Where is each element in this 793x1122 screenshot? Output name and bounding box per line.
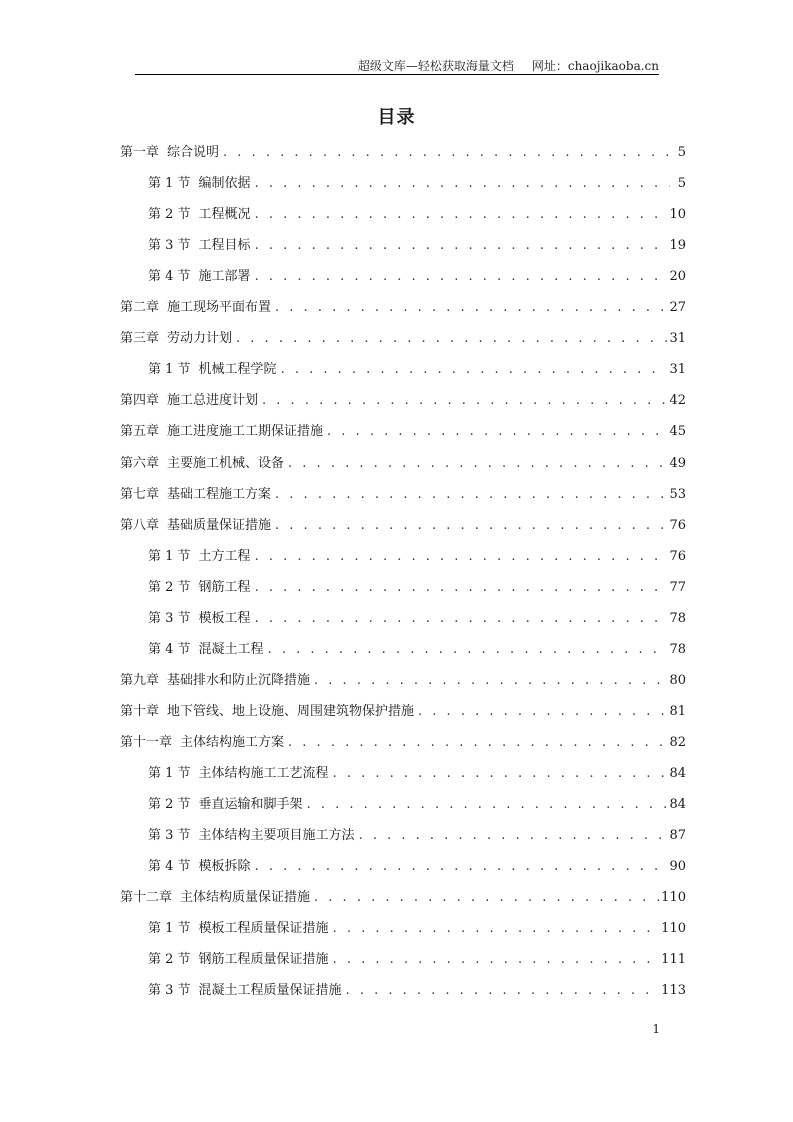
toc-entry-number: 第 3 节: [148, 983, 191, 999]
toc-entry-title: [148, 234, 251, 253]
toc-dot-leader: [314, 890, 659, 905]
toc-entry-number: 第 4 节: [148, 859, 191, 875]
toc-entry-label: 工程目标: [198, 238, 251, 254]
toc-entry-title: [148, 948, 329, 967]
toc-entry[interactable]: [148, 172, 686, 192]
toc-entry-title: [120, 669, 310, 688]
toc-entry-label: 地下管线、地上设施、周围建筑物保护措施: [167, 703, 415, 719]
toc-entry-page: 10: [669, 207, 686, 223]
toc-entry-page: 49: [669, 455, 686, 471]
toc-dot-leader: [275, 300, 667, 315]
toc-entry-number: 第 3 节: [148, 610, 191, 626]
toc-entry-label: 施工现场平面布置: [167, 300, 272, 316]
toc-dot-leader: [275, 518, 667, 533]
toc-entry-label: 综合说明: [167, 145, 220, 160]
toc-entry-label: 工程概况: [198, 207, 251, 223]
toc-title: 目录: [377, 107, 416, 128]
toc-entry[interactable]: [148, 638, 686, 658]
toc-entry-title: [148, 172, 251, 191]
toc-entry-label: 基础工程施工方案: [167, 486, 272, 502]
header-site-title: 超级文库—轻松获取海量文档: [357, 59, 514, 73]
toc-entry-title: [120, 296, 271, 315]
toc-entry-title: [148, 979, 342, 998]
toc-entry[interactable]: [148, 979, 686, 999]
toc-entry-label: 混凝土工程: [198, 641, 264, 657]
toc-entry-number: 第 2 节: [148, 207, 191, 223]
toc-entry-title: [148, 607, 251, 626]
toc-entry[interactable]: [120, 669, 686, 689]
toc-entry[interactable]: [148, 917, 686, 937]
toc-entry-number: 第三章: [120, 331, 160, 347]
toc-entry-page: 90: [669, 859, 686, 875]
toc-dot-leader: [307, 797, 668, 812]
toc-entry[interactable]: [148, 358, 686, 378]
toc-entry-label: 垂直运输和脚手架: [198, 797, 303, 813]
toc-entry-number: 第九章: [120, 672, 160, 688]
toc-entry-page: 42: [669, 393, 686, 409]
toc-dot-leader: [359, 828, 668, 843]
toc-entry-number: 第 3 节: [148, 238, 191, 254]
toc-entry[interactable]: [148, 203, 686, 223]
toc-dot-leader: [262, 393, 667, 408]
toc-entry[interactable]: [120, 452, 686, 472]
toc-entry-label: 基础质量保证措施: [167, 517, 272, 533]
toc-entry-number: 第 1 节: [148, 921, 191, 937]
toc-dot-leader: [333, 952, 660, 967]
toc-entry-number: 第 1 节: [148, 766, 191, 781]
toc-dot-leader: [281, 362, 668, 377]
toc-entry[interactable]: [120, 141, 686, 161]
toc-dot-leader: [255, 176, 670, 191]
toc-dot-leader: [288, 735, 667, 750]
toc-entry-page: 20: [669, 269, 686, 285]
toc-entry-page: 5: [677, 176, 686, 192]
toc-entry[interactable]: [148, 607, 686, 627]
toc-entry-number: 第 4 节: [148, 269, 191, 285]
toc-entry-label: 模板工程: [198, 610, 251, 626]
toc-dot-leader: [255, 580, 668, 595]
toc-entry[interactable]: [120, 327, 686, 347]
toc-entry-page: 78: [669, 610, 686, 626]
toc-entry-page: 110: [661, 921, 686, 937]
toc-entry-label: 基础排水和防止沉降措施: [167, 672, 311, 688]
toc-dot-leader: [275, 487, 667, 502]
toc-entry-number: 第二章: [120, 300, 160, 316]
toc-dot-leader: [255, 611, 668, 626]
toc-dot-leader: [333, 921, 660, 936]
toc-entry-page: 78: [669, 641, 686, 657]
toc-entry-label: 钢筋工程: [198, 579, 251, 595]
toc-entry-page: 31: [669, 331, 686, 347]
toc-entry-number: 第 4 节: [148, 641, 191, 657]
toc-entry[interactable]: [148, 824, 686, 844]
toc-entry-number: 第五章: [120, 424, 160, 440]
toc-entry-number: 第四章: [120, 393, 160, 409]
toc-entry-number: 第十章: [120, 703, 160, 719]
toc-entry-title: [148, 358, 277, 377]
page-header: [135, 57, 659, 74]
toc-entry[interactable]: [120, 420, 686, 440]
toc-entry-title: [148, 265, 251, 284]
toc-entry-number: 第七章: [120, 486, 160, 502]
toc-entry[interactable]: [148, 545, 686, 565]
toc-entry-page: 84: [669, 766, 686, 781]
toc-dot-leader: [268, 642, 668, 657]
toc-entry-label: 劳动力计划: [167, 331, 233, 347]
toc-entry-title: [120, 141, 219, 160]
toc-entry-title: [148, 762, 329, 781]
toc-dot-leader: [255, 269, 668, 284]
toc-entry[interactable]: [120, 296, 686, 316]
toc-entry[interactable]: [120, 483, 686, 503]
toc-entry-title: [120, 452, 284, 471]
toc-entry-number: 第八章: [120, 517, 160, 533]
toc-entry-page: 27: [669, 300, 686, 316]
toc-dot-leader: [255, 549, 668, 564]
toc-entry-page: 80: [669, 672, 686, 688]
toc-entry-label: 施工总进度计划: [167, 393, 259, 409]
toc-entry-page: 82: [669, 734, 686, 750]
toc-entry-number: 第 3 节: [148, 828, 191, 844]
toc-entry-page: 45: [669, 424, 686, 440]
toc-entry-label: 编制依据: [198, 176, 251, 192]
header-site-url: 网址：chaojikaoba.cn: [531, 59, 659, 73]
toc-entry-label: 施工进度施工工期保证措施: [167, 424, 324, 440]
toc-entry-title: [120, 327, 232, 346]
toc-entry-label: 主体结构质量保证措施: [180, 890, 311, 906]
toc-entry-title: [120, 483, 271, 502]
toc-entry-page: 76: [669, 548, 686, 564]
toc-entry-label: 主体结构施工工艺流程: [198, 766, 329, 781]
toc-entry-number: 第 1 节: [148, 176, 191, 192]
toc-entry-number: 第 2 节: [148, 952, 191, 968]
toc-entry-title: [120, 514, 271, 533]
toc-dot-leader: [327, 424, 667, 439]
toc-entry-title: [120, 389, 258, 408]
toc-entry-label: 主体结构施工方案: [180, 734, 285, 750]
toc-entry-page: 5: [677, 145, 686, 160]
toc-entry[interactable]: [120, 514, 686, 534]
toc-entry-page: 19: [669, 238, 686, 254]
toc-entry-title: [120, 886, 310, 905]
toc-dot-leader: [314, 673, 667, 688]
toc-entry-title: [120, 700, 414, 719]
toc-entry-page: 84: [669, 797, 686, 813]
toc-entry-label: 主要施工机械、设备: [167, 455, 285, 471]
toc-dot-leader: [255, 207, 668, 222]
toc-entry-label: 机械工程学院: [198, 362, 277, 378]
toc-entry-page: 113: [661, 983, 686, 999]
toc-entry-label: 土方工程: [198, 548, 251, 564]
toc-entry[interactable]: [120, 389, 686, 409]
toc-dot-leader: [223, 145, 670, 160]
toc-entry[interactable]: [148, 234, 686, 254]
toc-dot-leader: [236, 331, 667, 346]
toc-dot-leader: [333, 766, 668, 781]
toc-entry-label: 主体结构主要项目施工方法: [198, 828, 355, 844]
toc-entry-title: [148, 855, 251, 874]
toc-entry-number: 第一章: [120, 145, 160, 160]
toc-entry-page: 81: [669, 703, 686, 719]
toc-entry-number: 第 2 节: [148, 797, 191, 813]
toc-entry-title: [148, 638, 264, 657]
toc-entry-label: 模板拆除: [198, 859, 251, 875]
toc-entry-title: [148, 576, 251, 595]
toc-entry-page: 87: [669, 828, 686, 844]
toc-entry-label: 模板工程质量保证措施: [198, 921, 329, 937]
toc-entry-number: 第 1 节: [148, 548, 191, 564]
toc-entry-page: 31: [669, 362, 686, 378]
toc-entry-page: 53: [669, 486, 686, 502]
toc-entry[interactable]: [120, 700, 686, 720]
toc-entry-number: 第 2 节: [148, 579, 191, 595]
toc-entry-number: 第十二章: [120, 890, 173, 906]
toc-entry-title: [120, 731, 284, 750]
toc-entry-page: 76: [669, 517, 686, 533]
toc-entry-label: 混凝土工程质量保证措施: [198, 983, 342, 999]
toc-entry-number: 第六章: [120, 455, 160, 471]
toc-entry[interactable]: [148, 793, 686, 813]
toc-entry[interactable]: [148, 576, 686, 596]
toc-entry[interactable]: [120, 731, 686, 751]
toc-entry[interactable]: [148, 855, 686, 875]
toc-dot-leader: [255, 859, 668, 874]
header-divider: [135, 74, 659, 75]
toc-entry-title: [148, 545, 251, 564]
toc-dot-leader: [418, 704, 667, 719]
toc-entry[interactable]: [148, 762, 686, 782]
toc-entry[interactable]: [148, 948, 686, 968]
toc-entry-page: 111: [661, 952, 686, 968]
toc-entry[interactable]: [120, 886, 686, 906]
toc-entry-title: [148, 824, 355, 843]
toc-entry-label: 钢筋工程质量保证措施: [198, 952, 329, 968]
toc-entry-number: 第 1 节: [148, 362, 191, 378]
toc-entry[interactable]: [148, 265, 686, 285]
toc-entry-number: 第十一章: [120, 734, 173, 750]
toc-dot-leader: [346, 983, 660, 998]
toc-entry-label: 施工部署: [198, 269, 251, 285]
toc-entry-title: [148, 917, 329, 936]
toc-entry-page: 77: [669, 579, 686, 595]
toc-entry-title: [120, 420, 323, 439]
toc-entry-title: [148, 793, 303, 812]
toc-dot-leader: [255, 238, 668, 253]
toc-entry-page: 110: [661, 890, 686, 906]
toc-dot-leader: [288, 456, 667, 471]
toc-entry-title: [148, 203, 251, 222]
page-number: 1: [652, 1022, 660, 1036]
